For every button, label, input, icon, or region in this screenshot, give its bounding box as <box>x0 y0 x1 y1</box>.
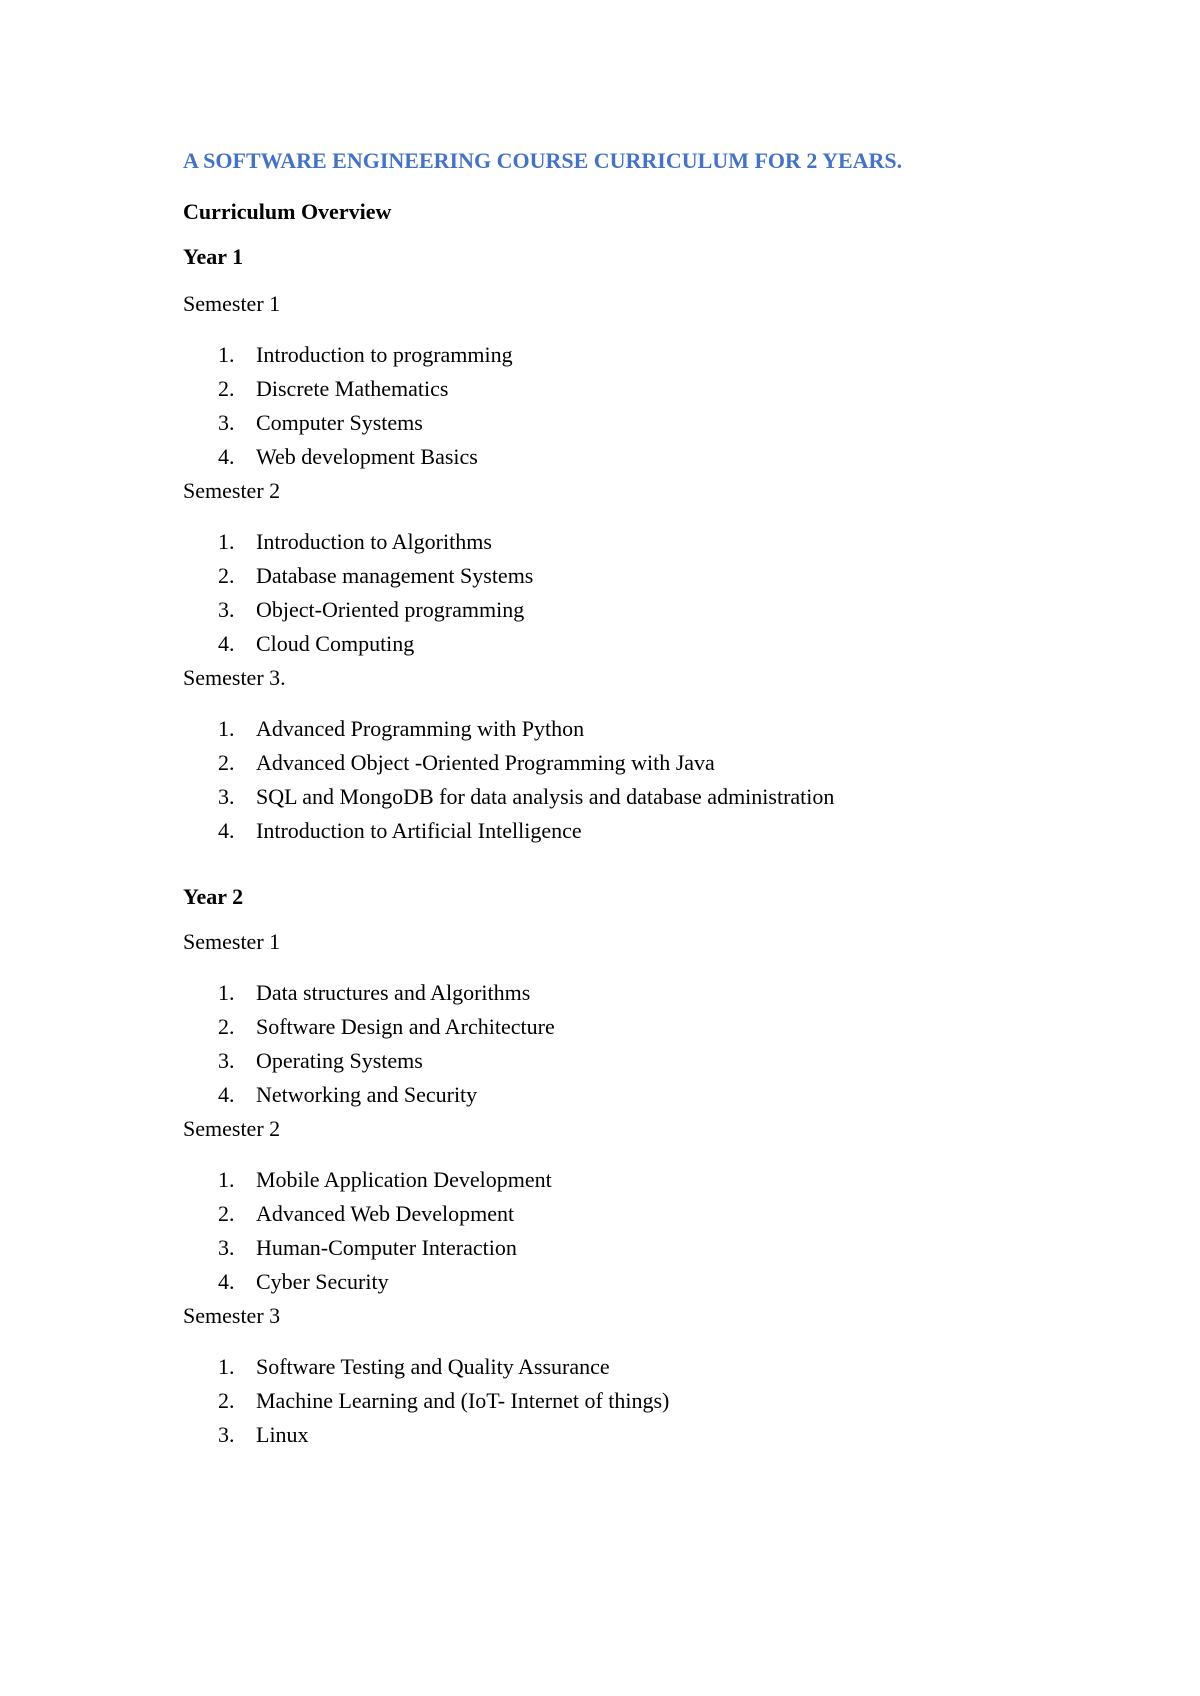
course-name: Networking and Security <box>256 1082 478 1107</box>
course-name: Cyber Security <box>256 1269 389 1294</box>
course-number: 4. <box>218 631 235 656</box>
course-name: Discrete Mathematics <box>256 376 449 401</box>
course-number: 1. <box>218 342 235 367</box>
course-number: 3. <box>218 410 235 435</box>
course-number: 3. <box>218 1422 235 1447</box>
semester-heading: Semester 2 <box>183 1116 281 1141</box>
course-name: Computer Systems <box>256 410 423 435</box>
course-number: 1. <box>218 716 235 741</box>
semester-heading: Semester 3. <box>183 665 286 690</box>
course-number: 3. <box>218 1235 235 1260</box>
semester-heading: Semester 1 <box>183 291 281 316</box>
course-number: 3. <box>218 784 235 809</box>
course-name: Advanced Web Development <box>256 1201 515 1226</box>
course-number: 4. <box>218 444 235 469</box>
course-name: Software Design and Architecture <box>256 1014 555 1039</box>
course-number: 2. <box>218 1388 235 1413</box>
course-number: 1. <box>218 1354 235 1379</box>
course-name: Cloud Computing <box>256 631 415 656</box>
year-heading: Year 1 <box>183 244 244 269</box>
course-number: 2. <box>218 563 235 588</box>
course-number: 4. <box>218 1269 235 1294</box>
course-name: Database management Systems <box>256 563 534 588</box>
course-number: 1. <box>218 1167 235 1192</box>
year-heading: Year 2 <box>183 884 244 909</box>
course-name: Data structures and Algorithms <box>256 980 531 1005</box>
course-name: Web development Basics <box>256 444 478 469</box>
course-name: Human-Computer Interaction <box>256 1235 517 1260</box>
course-name: SQL and MongoDB for data analysis and database administration <box>256 784 835 809</box>
course-name: Machine Learning and (IoT- Internet of things) <box>256 1388 670 1413</box>
course-name: Object-Oriented programming <box>256 597 525 622</box>
semester-heading: Semester 1 <box>183 929 281 954</box>
course-number: 4. <box>218 1082 235 1107</box>
course-number: 3. <box>218 1048 235 1073</box>
course-name: Advanced Object -Oriented Programming with Java <box>256 750 715 775</box>
course-name: Introduction to Artificial Intelligence <box>256 818 582 843</box>
course-number: 2. <box>218 376 235 401</box>
course-name: Introduction to Algorithms <box>256 529 492 554</box>
course-number: 2. <box>218 1201 235 1226</box>
course-name: Operating Systems <box>256 1048 423 1073</box>
course-number: 2. <box>218 1014 235 1039</box>
course-name: Introduction to programming <box>256 342 513 367</box>
course-name: Software Testing and Quality Assurance <box>256 1354 610 1379</box>
document-title: A SOFTWARE ENGINEERING COURSE CURRICULUM FOR 2 YEARS. <box>183 148 903 173</box>
course-number: 4. <box>218 818 235 843</box>
course-number: 1. <box>218 529 235 554</box>
course-name: Advanced Programming with Python <box>256 716 585 741</box>
curriculum-overview-heading: Curriculum Overview <box>183 199 392 224</box>
course-number: 2. <box>218 750 235 775</box>
course-name: Mobile Application Development <box>256 1167 552 1192</box>
semester-heading: Semester 3 <box>183 1303 281 1328</box>
course-number: 1. <box>218 980 235 1005</box>
course-name: Linux <box>256 1422 309 1447</box>
course-number: 3. <box>218 597 235 622</box>
semester-heading: Semester 2 <box>183 478 281 503</box>
